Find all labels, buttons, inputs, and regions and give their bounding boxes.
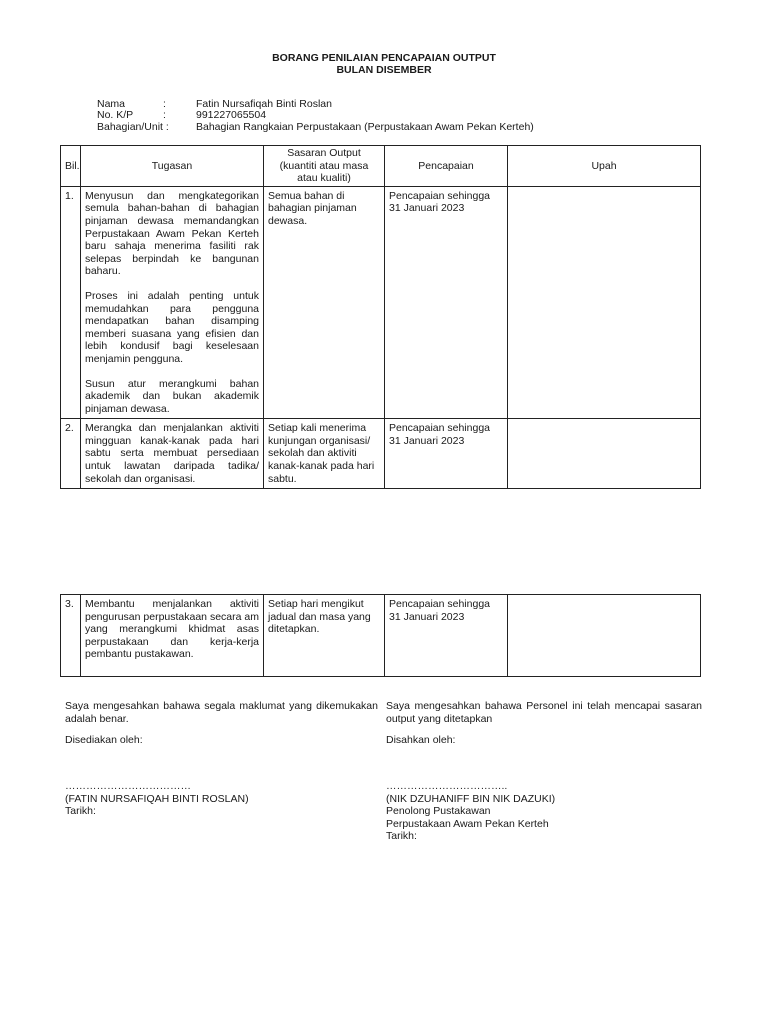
row-tugasan — [81, 186, 264, 419]
signature-block-prepared — [65, 700, 378, 818]
approved-name: (NIK DZUHANIFF BIN NIK DAZUKI) — [386, 792, 556, 805]
row-sasaran: Setiap hari mengikut jadual dan masa yang ditetapkan. — [264, 595, 385, 677]
header-pencapaian: Pencapaian — [385, 146, 508, 187]
row-tugasan — [81, 419, 264, 489]
row-pencapaian: Pencapaian sehingga 31 Januari 2023 — [385, 419, 508, 489]
prepared-statement: Saya mengesahkan bahawa segala maklumat yang dikemukakan adalah benar. — [65, 700, 378, 725]
row-bil: 3. — [61, 595, 81, 677]
prepared-name: (FATIN NURSAFIQAH BINTI ROSLAN) — [65, 792, 249, 805]
tugasan-paragraph: Merangka dan menjalankan aktiviti mingguan kanak-kanak pada hari sabtu serta membuat persediaan untuk lawatan daripada tadika/ sekolah dan organisasi. — [85, 422, 259, 485]
tugasan-paragraph: Menyusun dan mengkategorikan semula bahan-bahan di bahagian pinjaman dewasa memandangkan Perpustakaan Awam Pekan Kerteh baru sahaja menerima fasiliti rak selepas berpindah ke bangunan baharu. — [85, 189, 259, 278]
kp-value: 991227065504 — [196, 109, 267, 121]
row-sasaran: Semua bahan di bahagian pinjaman dewasa. — [264, 186, 385, 419]
header-bil: Bil. — [61, 146, 81, 187]
header-upah: Upah — [508, 146, 701, 187]
header-sasaran: Sasaran Output (kuantiti atau masa atau kualiti) — [264, 146, 385, 187]
row-bil: 1. — [61, 186, 81, 419]
kp-colon: : — [163, 109, 166, 121]
form-subtitle-month: BULAN DISEMBER — [336, 64, 432, 76]
form-title: BORANG PENILAIAN PENCAPAIAN OUTPUT — [272, 52, 496, 64]
nama-colon: : — [163, 98, 166, 110]
nama-label: Nama — [97, 98, 126, 110]
approved-office: Perpustakaan Awam Pekan Kerteh — [386, 817, 549, 830]
row-bil: 2. — [61, 419, 81, 489]
row-upah — [508, 419, 701, 489]
table-row — [61, 595, 701, 677]
approved-statement: Saya mengesahkan bahawa Personel ini telah mencapai sasaran output yang ditetapkan — [386, 700, 702, 725]
tugasan-paragraph: Proses ini adalah penting untuk memudahkan para pengguna mendapatkan bahan disamping memberi suasana yang efisien dan lebih kondusif bagi keselesaan menjamin pengguna. — [85, 289, 259, 365]
header-tugasan: Tugasan — [81, 146, 264, 187]
row-pencapaian: Pencapaian sehingga 31 Januari 2023 — [385, 186, 508, 419]
tugasan-paragraph: Membantu menjalankan aktiviti pengurusan perpustakaan secara am yang merangkumi khidmat asas perpustakaan dan kerja-kerja pembantu pustakawan. — [85, 598, 259, 661]
signature-block-approved — [386, 700, 702, 843]
unit-value: Bahagian Rangkaian Perpustakaan (Perpustakaan Awam Pekan Kerteh) — [196, 121, 534, 133]
row-pencapaian: Pencapaian sehingga 31 Januari 2023 — [385, 595, 508, 677]
approved-by-label: Disahkan oleh: — [386, 734, 456, 746]
output-table — [60, 145, 701, 489]
info-row-unit — [97, 121, 534, 134]
tugasan-paragraph: Susun atur merangkumi bahan akademik dan bukan akademik pinjaman dewasa. — [85, 377, 259, 415]
row-upah — [508, 186, 701, 419]
row-tugasan — [81, 595, 264, 677]
prepared-by-label: Disediakan oleh: — [65, 734, 143, 746]
table-header-row — [61, 146, 701, 187]
prepared-date-label: Tarikh: — [65, 805, 96, 818]
signature-line: …………………………….. — [386, 780, 508, 792]
approved-date-label: Tarikh: — [386, 830, 417, 843]
kp-label: No. K/P — [97, 109, 134, 121]
nama-value: Fatin Nursafiqah Binti Roslan — [196, 98, 332, 110]
output-table-continued — [60, 594, 701, 677]
approved-position: Penolong Pustakawan — [386, 805, 491, 818]
info-row-kp — [97, 109, 266, 122]
table-row — [61, 186, 701, 419]
row-sasaran: Setiap kali menerima kunjungan organisasi/ sekolah dan aktiviti kanak-kanak pada hari sabtu. — [264, 419, 385, 489]
signature-line: ……………………………… — [65, 780, 191, 792]
table-row — [61, 419, 701, 489]
row-upah — [508, 595, 701, 677]
unit-label: Bahagian/Unit : — [97, 121, 169, 133]
